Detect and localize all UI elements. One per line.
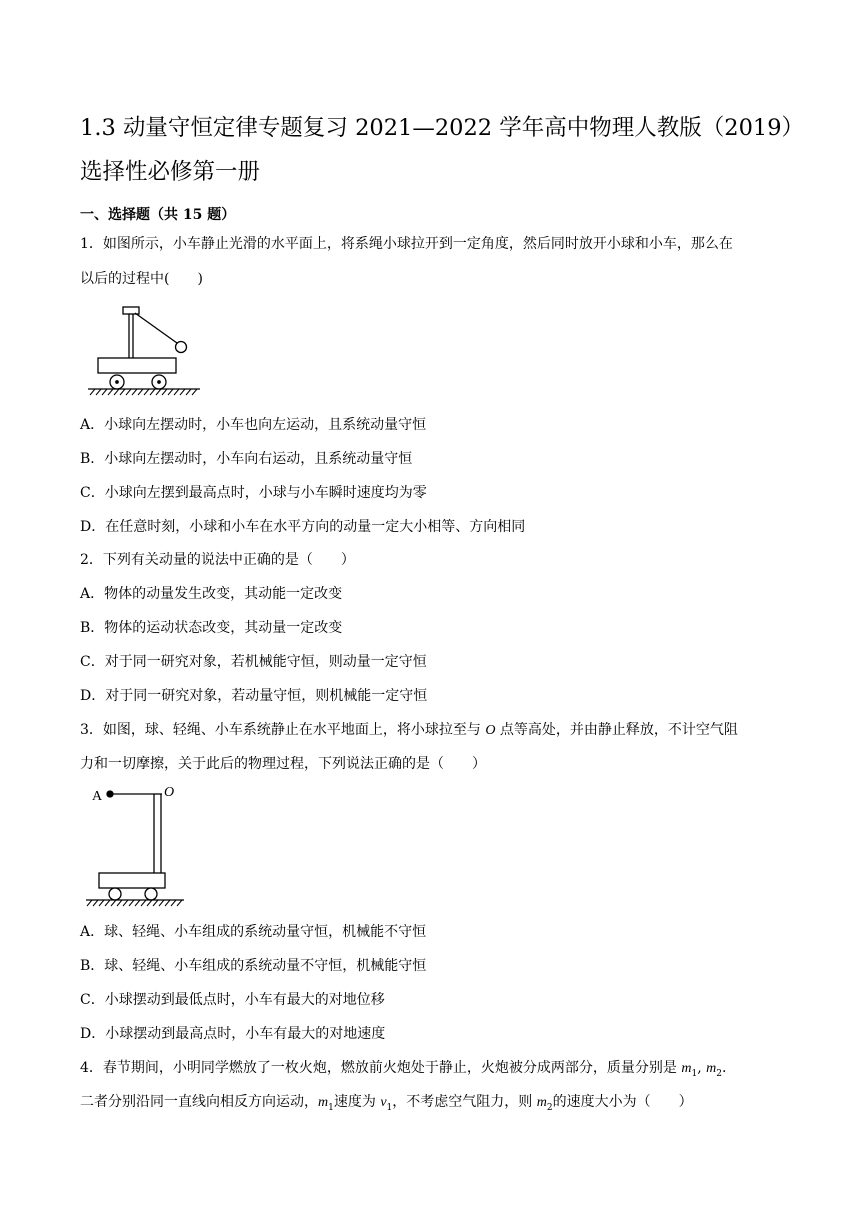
q1-stem-line1: 1．如图所示，小车静止光滑的水平面上，将系绳小球拉开到一定角度，然后同时放开小球和小车，那么在 — [80, 236, 733, 252]
q3-option-b: B．球、轻绳、小车组成的系统动量不守恒，机械能守恒 — [80, 958, 427, 974]
q1-option-a: A．小球向左摆动时，小车也向左运动，且系统动量守恒 — [80, 417, 427, 433]
q4-stem-line2: 二者分别沿同一直线向相反方向运动，$m_1$速度为 $v_1$，不考虑空气阻力，则 $m_2$的速度大小为（ ） — [80, 1094, 693, 1113]
q4-stem-line1: 4．春节期间，小明同学燃放了一枚火炮，燃放前火炮处于静止，火炮被分成两部分，质量分别是 $m_1$, $m_2$. — [80, 1060, 727, 1079]
q3-option-c: C．小球摆动到最低点时，小车有最大的对地位移 — [80, 992, 385, 1008]
point-o-label: O — [485, 723, 496, 738]
q3-option-d: D．小球摆动到最高点时，小车有最大的对地速度 — [80, 1026, 386, 1042]
q1-stem-line2: 以后的过程中( ) — [80, 271, 203, 287]
section-heading: 一、选择题（共 15 题） — [80, 207, 236, 223]
q3-stem-line1: 3．如图，球、轻绳、小车系统静止在水平地面上，将小球拉至与 O 点等高处，并由静止释放，不计空气阻 — [80, 722, 738, 738]
figure-label-o: O — [164, 785, 175, 800]
q3-option-a: A．球、轻绳、小车组成的系统动量守恒，机械能不守恒 — [80, 924, 427, 940]
q2-option-b: B．物体的运动状态改变，其动量一定改变 — [80, 620, 343, 636]
q1-cart-pendulum-figure — [86, 303, 216, 399]
q2-option-c: C．对于同一研究对象，若机械能守恒，则动量一定守恒 — [80, 654, 427, 670]
q2-option-a: A．物体的动量发生改变，其动能一定改变 — [80, 586, 343, 602]
q3-stem-line2: 力和一切摩擦，关于此后的物理过程，下列说法正确的是（ ） — [80, 756, 486, 772]
q3-cart-figure — [84, 782, 208, 910]
q2-stem: 2．下列有关动量的说法中正确的是（ ） — [80, 552, 355, 568]
q1-option-b: B．小球向左摆动时，小车向右运动，且系统动量守恒 — [80, 451, 413, 467]
q2-option-d: D．对于同一研究对象，若动量守恒，则机械能一定守恒 — [80, 688, 428, 704]
document-title-line2: 选择性必修第一册 — [80, 159, 261, 185]
figure-label-a: A — [92, 789, 103, 804]
q1-option-d: D．在任意时刻，小球和小车在水平方向的动量一定大小相等、方向相同 — [80, 519, 526, 535]
document-title-line1: 1.3 动量守恒定律专题复习 2021—2022 学年高中物理人教版（2019） — [80, 115, 805, 141]
q1-option-c: C．小球向左摆到最高点时，小球与小车瞬时速度均为零 — [80, 485, 427, 501]
